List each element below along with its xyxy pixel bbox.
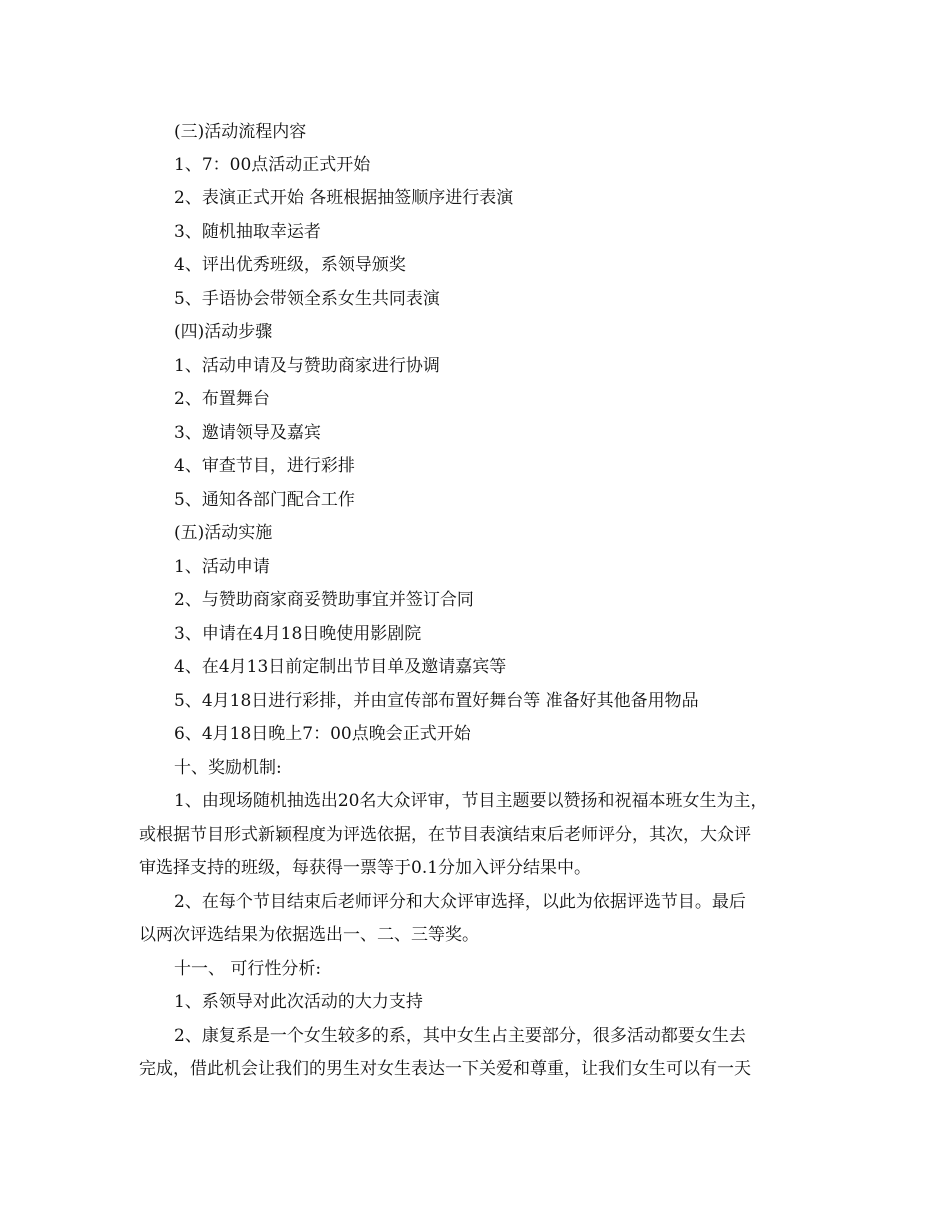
section-heading-5: (五)活动实施 <box>174 523 273 543</box>
paragraph-line: 或根据节目形式新颖程度为评选依据，在节目表演结束后老师评分，其次，大众评 <box>139 825 751 845</box>
paragraph-line: 以两次评选结果为依据选出一、二、三等奖。 <box>139 925 479 945</box>
text-line: 2、布置舞台 <box>174 389 270 409</box>
text-line: 4、审查节目，进行彩排 <box>174 456 355 476</box>
text-line: 1、活动申请 <box>174 557 270 577</box>
paragraph-line: 2、康复系是一个女生较多的系，其中女生占主要部分，很多活动都要女生去 <box>174 1026 746 1046</box>
paragraph-line: 完成，借此机会让我们的男生对女生表达一下关爱和尊重，让我们女生可以有一天 <box>139 1059 751 1079</box>
paragraph-line: 1、由现场随机抽选出20名大众评审，节目主题要以赞扬和祝福本班女生为主， <box>174 791 768 811</box>
paragraph-line: 审选择支持的班级，每获得一票等于0.1分加入评分结果中。 <box>139 858 592 878</box>
text-line: 5、手语协会带领全系女生共同表演 <box>174 289 440 309</box>
text-line: 3、申请在4月18日晚使用影剧院 <box>174 624 422 644</box>
text-line: 5、通知各部门配合工作 <box>174 490 355 510</box>
text-line: 3、邀请领导及嘉宾 <box>174 423 321 443</box>
section-heading-3: (三)活动流程内容 <box>174 122 307 142</box>
text-line: 4、在4月13日前定制出节目单及邀请嘉宾等 <box>174 657 507 677</box>
text-line: 1、系领导对此次活动的大力支持 <box>174 992 423 1012</box>
text-line: 2、表演正式开始 各班根据抽签顺序进行表演 <box>174 188 514 208</box>
section-heading-11: 十一、 可行性分析: <box>174 959 322 979</box>
text-line: 6、4月18日晚上7：00点晚会正式开始 <box>174 724 471 744</box>
text-line: 1、活动申请及与赞助商家进行协调 <box>174 356 440 376</box>
section-heading-4: (四)活动步骤 <box>174 322 273 342</box>
text-line: 4、评出优秀班级，系领导颁奖 <box>174 255 406 275</box>
section-heading-10: 十、奖励机制: <box>174 758 282 778</box>
text-line: 5、4月18日进行彩排，并由宣传部布置好舞台等 准备好其他备用物品 <box>174 691 699 711</box>
text-line: 3、随机抽取幸运者 <box>174 222 321 242</box>
paragraph-line: 2、在每个节目结束后老师评分和大众评审选择，以此为依据评选节目。最后 <box>174 892 746 912</box>
text-line: 2、与赞助商家商妥赞助事宜并签订合同 <box>174 590 474 610</box>
text-line: 1、7：00点活动正式开始 <box>174 155 371 175</box>
